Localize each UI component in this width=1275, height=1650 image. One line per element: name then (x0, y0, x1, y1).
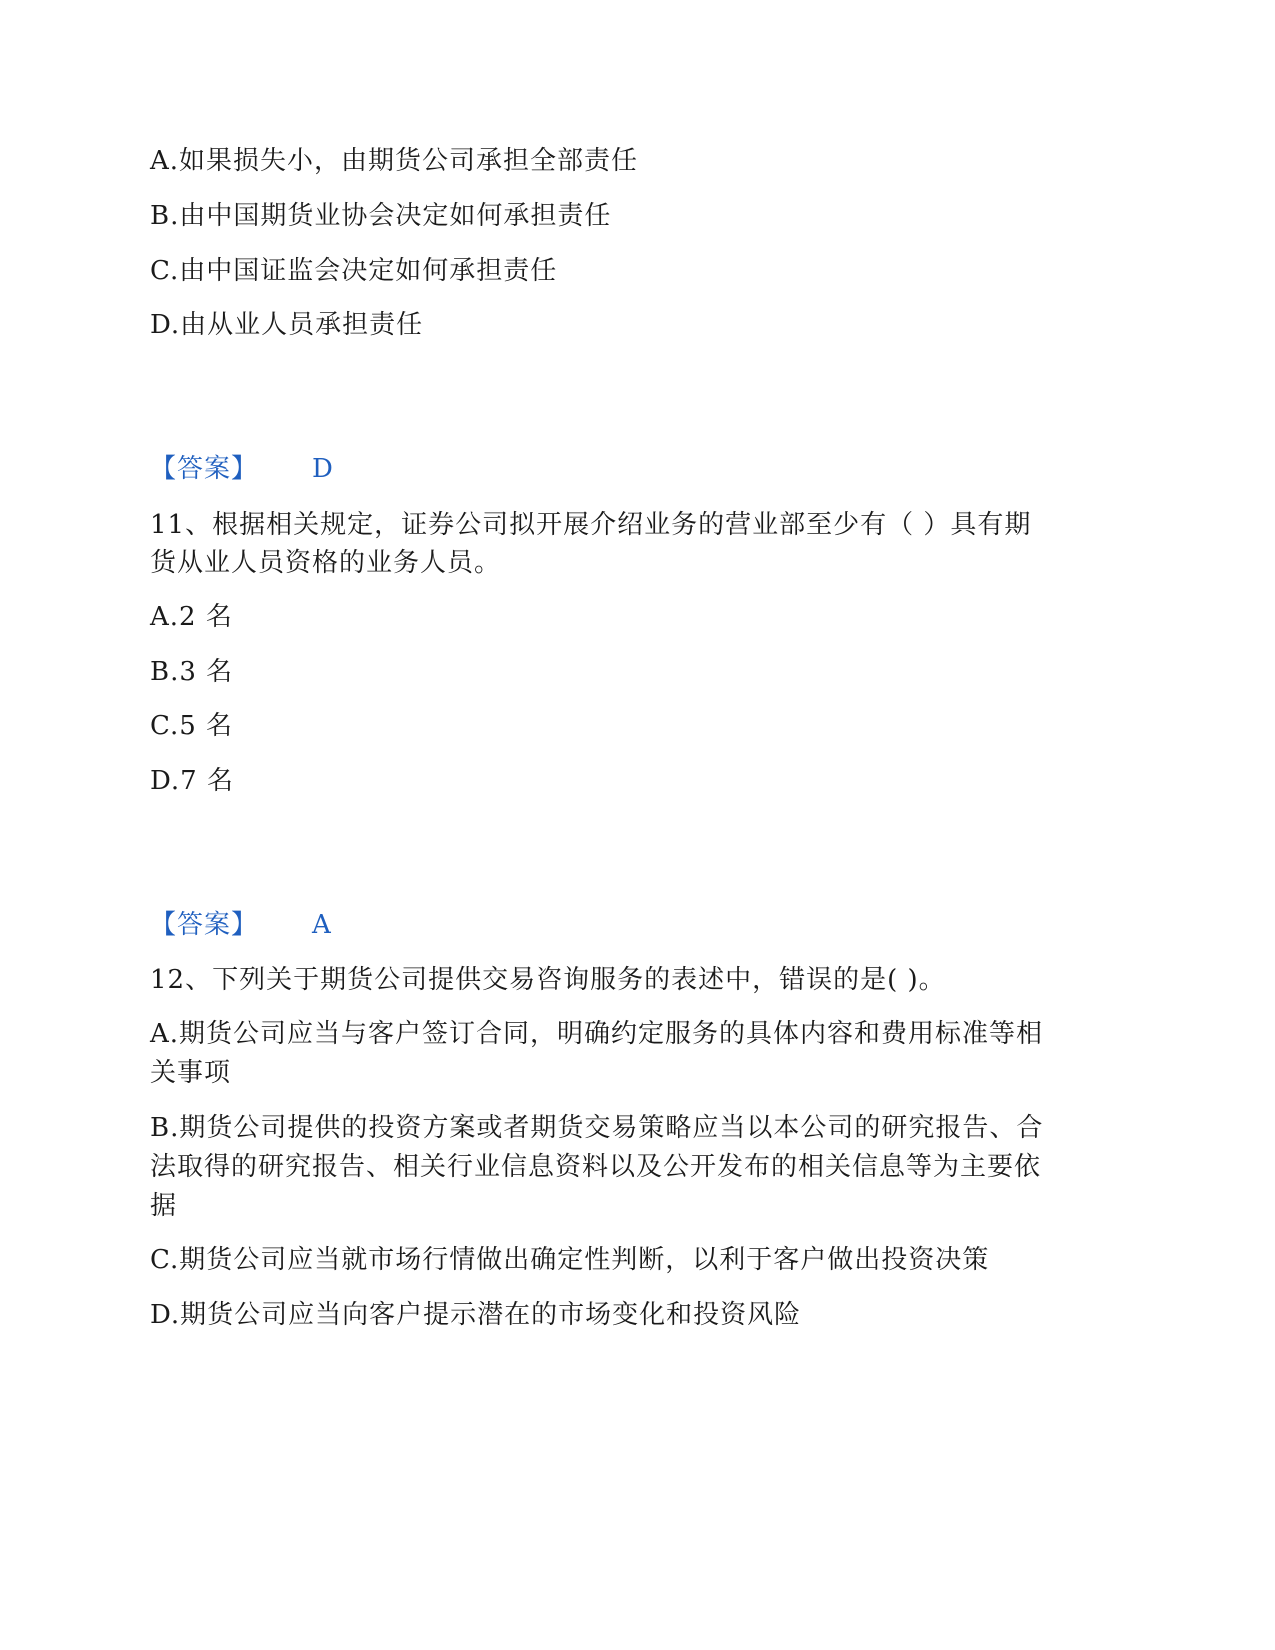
q10-option-b: B.由中国期货业协会决定如何承担责任 (150, 201, 612, 231)
q10-option-d: D.由从业人员承担责任 (150, 310, 424, 340)
q11-answer-tag: 【答案】 (150, 910, 259, 940)
q12-option-d: D.期货公司应当向客户提示潜在的市场变化和投资风险 (150, 1300, 802, 1330)
q12-option-a-line2: 关事项 (150, 1058, 232, 1088)
q10-option-a: A.如果损失小，由期货公司承担全部责任 (150, 146, 639, 176)
q11-option-d: D.7 名 (150, 766, 234, 796)
q10-answer (150, 449, 334, 489)
q11-answer-value: A (312, 910, 332, 940)
q11-stem-line2: 货从业人员资格的业务人员。 (150, 548, 502, 578)
q11-answer (150, 905, 332, 945)
q12-option-a-line1: A.期货公司应当与客户签订合同，明确约定服务的具体内容和费用标准等相 (150, 1019, 1044, 1049)
q12-option-c: C.期货公司应当就市场行情做出确定性判断，以利于客户做出投资决策 (150, 1245, 990, 1275)
q11-option-b: B.3 名 (150, 657, 234, 687)
q10-answer-tag: 【答案】 (150, 454, 259, 484)
q12-option-b-line3: 据 (150, 1191, 178, 1221)
q10-answer-value: D (312, 454, 334, 484)
q11-option-c: C.5 名 (150, 711, 234, 741)
q10-option-c: C.由中国证监会决定如何承担责任 (150, 256, 558, 286)
q11-stem-line1: 11、根据相关规定，证券公司拟开展介绍业务的营业部至少有（ ）具有期 (150, 510, 1032, 540)
q12-option-b-line2: 法取得的研究报告、相关行业信息资料以及公开发布的相关信息等为主要依 (150, 1152, 1042, 1182)
q11-option-a: A.2 名 (150, 602, 233, 632)
q12-stem: 12、下列关于期货公司提供交易咨询服务的表述中，错误的是( )。 (150, 965, 946, 995)
q12-option-b-line1: B.期货公司提供的投资方案或者期货交易策略应当以本公司的研究报告、合 (150, 1113, 1044, 1143)
